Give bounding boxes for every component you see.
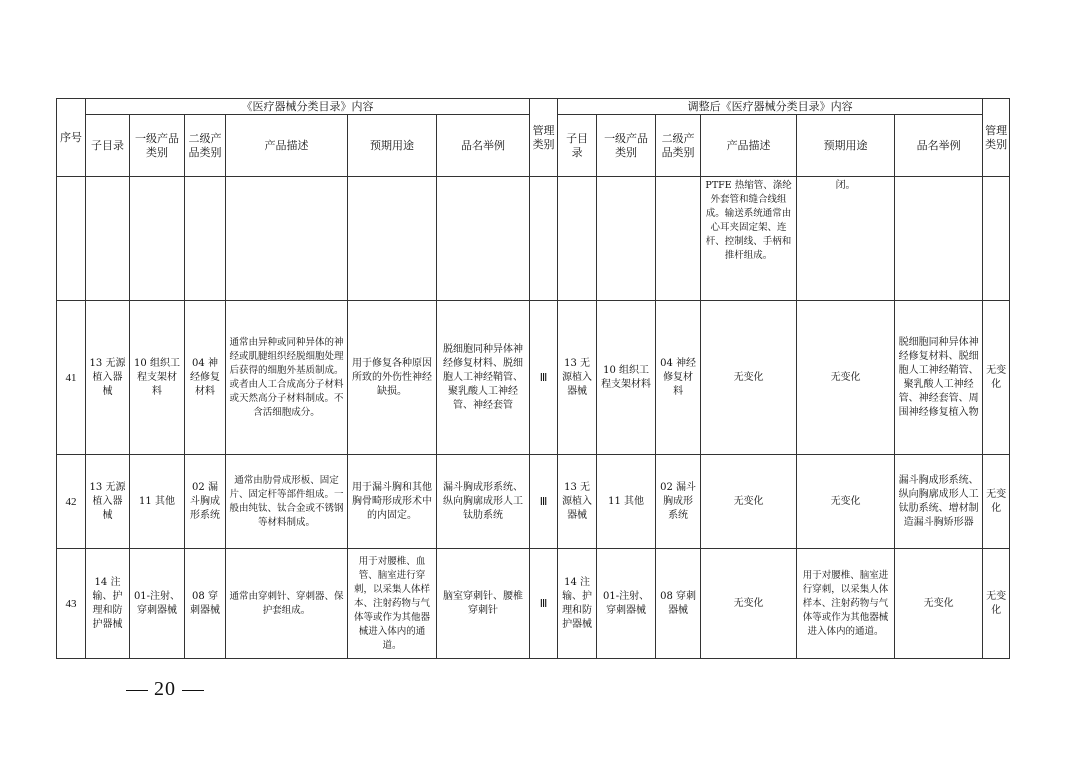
cell-use: 用于对腰椎、血管、脑室进行穿刺，以采集人体样本、注射药物与气体等或作为其他器械进入体内的通道。 [348,549,437,659]
cell-desc-adjusted: 无变化 [701,549,797,659]
cell-use-adjusted: 闭。 [797,177,895,301]
cell-lvl2: 02 漏斗胸成形系统 [185,455,226,549]
cell-sub-adjusted: 13 无源植入器械 [558,455,597,549]
cell-lvl2-adjusted: 08 穿刺器械 [656,549,701,659]
sub-header-left: 子目录 [86,115,130,177]
cell-names-adjusted [895,177,983,301]
cell-names-adjusted: 无变化 [895,549,983,659]
cell-use [348,177,437,301]
names-header-left: 品名举例 [437,115,530,177]
cell-sub [86,177,130,301]
cell-names: 漏斗胸成形系统、纵向胸廓成形人工钛肋系统 [437,455,530,549]
cell-sub: 13 无源植入器械 [86,301,130,455]
cell-lvl1-adjusted: 11 其他 [597,455,656,549]
row-seq: 41 [57,301,86,455]
cell-sub-adjusted [558,177,597,301]
lvl2-header-left: 二级产品类别 [185,115,226,177]
cell-desc-adjusted: 无变化 [701,301,797,455]
cell-sub: 14 注输、护理和防护器械 [86,549,130,659]
cell-lvl2: 08 穿刺器械 [185,549,226,659]
lvl1-header-right: 一级产品类别 [597,115,656,177]
lvl2-header-right: 二级产品类别 [656,115,701,177]
cell-names: 脑室穿刺针、腰椎穿刺针 [437,549,530,659]
cell-desc: 通常由穿刺针、穿刺器、保护套组成。 [226,549,348,659]
row-seq [57,177,86,301]
cell-lvl2-adjusted [656,177,701,301]
cell-use: 用于漏斗胸和其他胸骨畸形成形术中的内固定。 [348,455,437,549]
seq-header: 序号 [57,99,86,177]
cell-mgmt: Ⅲ [530,301,558,455]
cell-desc: 通常由异种或同种异体的神经或肌腱组织经脱细胞处理后获得的细胞外基质制成。或者由人工合成高分子材料或天然高分子材料制成。不含活细胞成分。 [226,301,348,455]
sub-header-right: 子目录 [558,115,597,177]
page-number [120,678,210,701]
cell-lvl1-adjusted: 10 组织工程支架材料 [597,301,656,455]
use-header-left: 预期用途 [348,115,437,177]
mgmt-header-right: 管理类别 [983,99,1010,177]
cell-lvl1: 11 其他 [130,455,185,549]
cell-use: 用于修复各种原因所致的外伤性神经缺损。 [348,301,437,455]
table-row [57,549,1010,659]
cell-use-adjusted: 无变化 [797,455,895,549]
cell-use-adjusted: 无变化 [797,301,895,455]
row-seq: 43 [57,549,86,659]
cell-lvl1: 01-注射、穿刺器械 [130,549,185,659]
cell-mgmt-adjusted: 无变化 [983,455,1010,549]
names-header-right: 品名举例 [895,115,983,177]
group-header-row [57,99,1010,115]
cell-lvl1 [130,177,185,301]
cell-sub: 13 无源植入器械 [86,455,130,549]
cell-lvl2 [185,177,226,301]
cell-mgmt: Ⅲ [530,549,558,659]
page-number-value: 20 [154,678,176,700]
page-number-dash-right [182,690,204,691]
cell-lvl2-adjusted: 02 漏斗胸成形系统 [656,455,701,549]
use-header-right: 预期用途 [797,115,895,177]
row-seq: 42 [57,455,86,549]
cell-lvl2-adjusted: 04 神经修复材料 [656,301,701,455]
cell-desc-adjusted: 无变化 [701,455,797,549]
desc-header-right: 产品描述 [701,115,797,177]
cell-mgmt [530,177,558,301]
cell-lvl1-adjusted [597,177,656,301]
table-row [57,177,1010,301]
cell-names-adjusted: 漏斗胸成形系统、纵向胸廓成形人工钛肋系统、增材制造漏斗胸矫形器 [895,455,983,549]
cell-use-adjusted: 用于对腰椎、脑室进行穿刺，以采集人体样本、注射药物与气体等或作为其他器械进入体内的通道。 [797,549,895,659]
cell-lvl1: 10 组织工程支架材料 [130,301,185,455]
cell-mgmt-adjusted: 无变化 [983,549,1010,659]
page-number-dash-left [126,690,148,691]
cell-names: 脱细胞同种异体神经修复材料、脱细胞人工神经鞘管、聚乳酸人工神经管、神经套管 [437,301,530,455]
cell-desc: 通常由肋骨成形板、固定片、固定杆等部件组成。一般由纯钛、钛合金或不锈钢等材料制成。 [226,455,348,549]
cell-mgmt: Ⅲ [530,455,558,549]
cell-sub-adjusted: 14 注输、护理和防护器械 [558,549,597,659]
desc-header-left: 产品描述 [226,115,348,177]
cell-lvl2: 04 神经修复材料 [185,301,226,455]
catalog-table-page [56,98,1009,658]
cell-desc [226,177,348,301]
cell-desc-adjusted: PTFE 热缩管、涤纶外套管和缝合线组成。输送系统通常由心耳夹固定架、连杆、控制线、手柄和推杆组成。 [701,177,797,301]
cell-lvl1-adjusted: 01-注射、穿刺器械 [597,549,656,659]
lvl1-header-left: 一级产品类别 [130,115,185,177]
cell-names-adjusted: 脱细胞同种异体神经修复材料、脱细胞人工神经鞘管、聚乳酸人工神经管、神经套管、周围神经修复植入物 [895,301,983,455]
mgmt-header-left: 管理类别 [530,99,558,177]
cell-sub-adjusted: 13 无源植入器械 [558,301,597,455]
cell-mgmt-adjusted [983,177,1010,301]
original-catalog-header: 《医疗器械分类目录》内容 [86,99,530,115]
table-row [57,455,1010,549]
adjusted-catalog-header: 调整后《医疗器械分类目录》内容 [558,99,983,115]
cell-names [437,177,530,301]
catalog-comparison-table [56,98,1010,659]
cell-mgmt-adjusted: 无变化 [983,301,1010,455]
table-row [57,301,1010,455]
